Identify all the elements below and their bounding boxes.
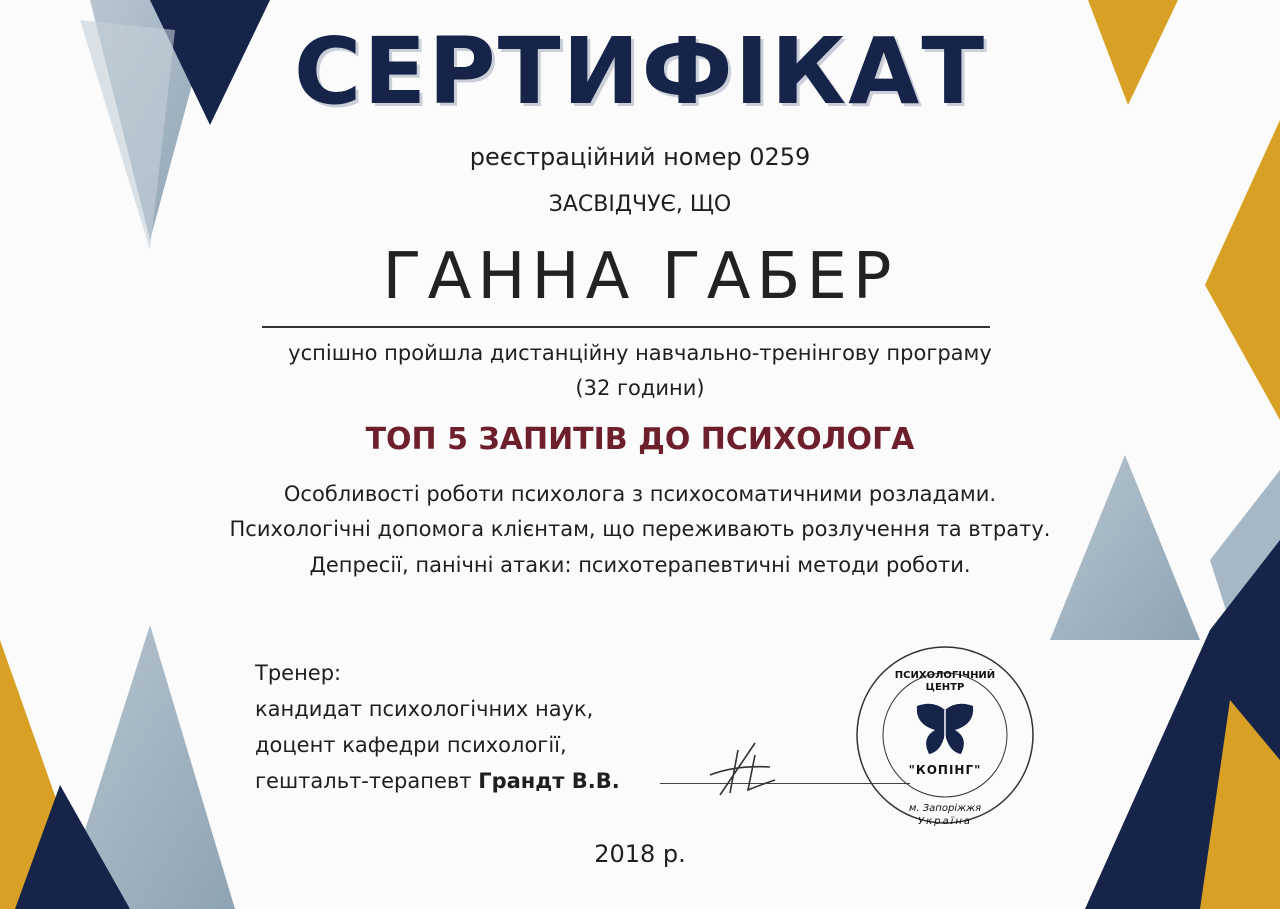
signature-icon (700, 735, 790, 805)
seal-line2: ЦЕНТР (925, 682, 965, 693)
certificate-title: СЕРТИФІКАТ (293, 18, 987, 125)
seal (855, 620, 1035, 830)
seal-line1: ПСИХОЛОГІЧНИЙ (894, 670, 996, 681)
trainer-specialty (255, 763, 620, 799)
trainer-degree: кандидат психологічних наук, (255, 697, 594, 721)
trainer-name: Грандт В.В. (478, 769, 620, 793)
course-title: ТОП 5 ЗАПИТІВ ДО ПСИХОЛОГА (365, 422, 915, 457)
trainer-block (255, 655, 620, 799)
registration-number: реєстраційний номер 0259 (469, 143, 811, 171)
completion-text: успішно пройшла дистанційну навчально-тренінгову програму (288, 341, 992, 365)
butterfly-icon (913, 700, 977, 760)
seal-country: Україна (917, 816, 973, 827)
recipient-name: ГАННА ГАБЕР (382, 240, 898, 314)
program-hours: (32 години) (575, 376, 705, 400)
topic-3: Депресії, панічні атаки: психотерапевтичні методи роботи. (309, 553, 971, 577)
seal-center-name: "КОПІНГ" (908, 763, 982, 777)
issue-year: 2018 р. (594, 840, 686, 868)
certifies-label: ЗАСВІДЧУЄ, ЩО (548, 192, 732, 217)
topic-1: Особливості роботи психолога з психосоматичними розладами. (283, 482, 997, 506)
seal-city: м. Запоріжжя (908, 803, 982, 814)
seal-header (855, 670, 1035, 694)
trainer-label: Тренер: (255, 661, 342, 685)
trainer-position: доцент кафедри психології, (255, 733, 567, 757)
trainer-specialty-text: гештальт-терапевт (255, 769, 472, 793)
name-underline (262, 326, 990, 328)
topic-2: Психологічні допомога клієнтам, що переживають розлучення та втрату. (229, 517, 1051, 541)
